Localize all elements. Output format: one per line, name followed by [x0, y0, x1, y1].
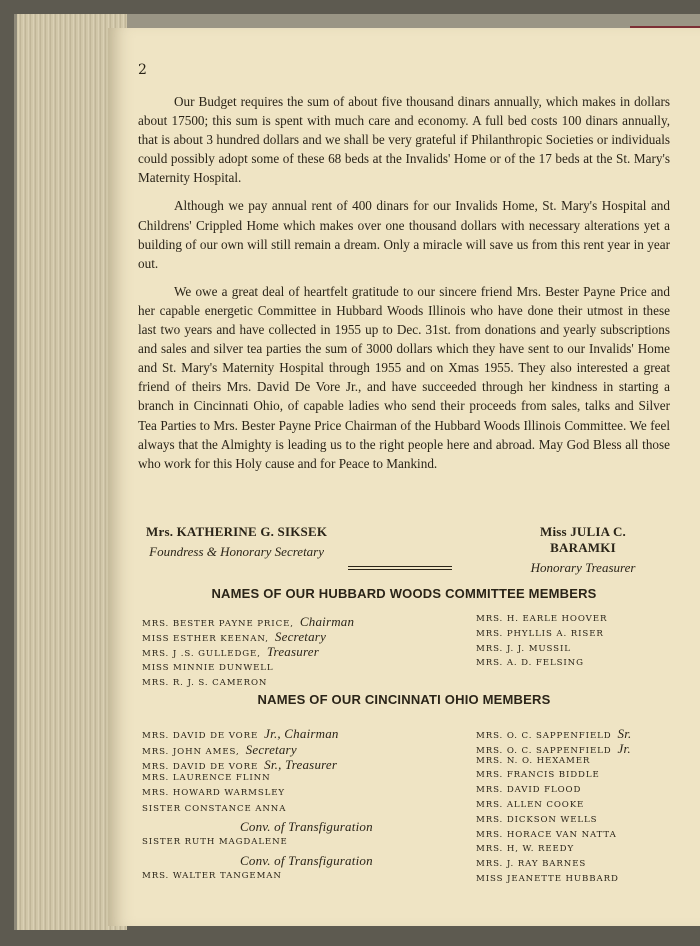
member-row — [476, 844, 632, 859]
member-row: MRS. PHYLLIS A. RISER — [476, 628, 604, 639]
member-name: SISTER CONSTANCE ANNA — [142, 803, 287, 814]
member-name: MRS. BESTER PAYNE PRICE, — [142, 619, 294, 629]
member-name: MRS. FRANCIS BIDDLE — [476, 770, 600, 781]
cincinnati-right-list — [476, 726, 632, 889]
member-affiliation: Conv. of Transfiguration — [240, 819, 373, 834]
member-row — [142, 757, 373, 773]
member-name: MRS. R. J. S. CAMERON — [142, 678, 268, 689]
book-top-edge — [30, 14, 700, 28]
member-row — [142, 614, 354, 629]
member-name: MISS JEANETTE HUBBARD — [476, 873, 619, 884]
signature-title: Honorary Treasurer — [530, 560, 636, 575]
paragraph-rent: Although we pay annual rent of 400 dinars for our Invalids Home, St. Mary's Hospital and Childrens' Crippled Home which makes over one thousand dollars with necessary alterations yet a building of our own will still remain a dream. Only a miracle will save us from this rent year in year out. — [138, 198, 670, 271]
member-name: MISS MINNIE DUNWELL — [142, 663, 274, 674]
member-name: MRS. DICKSON WELLS — [476, 814, 598, 825]
member-row — [476, 815, 632, 830]
member-name: MRS. N. O. HEXAMER — [476, 755, 591, 766]
signature-treasurer — [508, 524, 658, 576]
member-row — [142, 804, 373, 820]
hubbard-heading: NAMES OF OUR HUBBARD WOODS COMMITTEE MEMBERS — [211, 586, 597, 601]
member-row — [476, 800, 632, 815]
member-role: Sr. — [617, 726, 632, 741]
member-row — [476, 785, 632, 800]
member-affiliation: Conv. of Transfiguration — [240, 852, 373, 868]
signature-name: Miss JULIA C. BARAMKI — [539, 524, 627, 555]
member-row — [142, 629, 354, 644]
page-number: 2 — [138, 62, 147, 78]
member-name: MRS. HORACE VAN NATTA — [476, 829, 617, 840]
member-name: MRS. DAVID FLOOD — [476, 785, 582, 796]
signature-title: Foundress & Honorary Secretary — [149, 544, 325, 559]
member-row: MRS. J. J. MUSSIL — [476, 643, 571, 654]
member-row — [476, 756, 632, 771]
member-name: MRS. DAVID DE VORE — [142, 731, 259, 741]
member-row — [142, 871, 373, 887]
body-text — [138, 92, 670, 482]
member-role: Secretary — [245, 741, 297, 757]
member-name: MISS ESTHER KEENAN, — [142, 633, 269, 644]
member-name: MRS. J .S. GULLEDGE, — [142, 648, 261, 659]
hubbard-right-list — [476, 614, 607, 673]
member-name: MRS. DAVID DE VORE — [142, 762, 259, 772]
book-page — [108, 28, 700, 926]
member-row — [142, 644, 354, 659]
paragraph-budget: Our Budget requires the sum of about five thousand dinars annually, which makes in dollars about 17500; this sum is spent with much care and economy. A full bed costs 100 dinars annually, that is about 3 hundred dollars and we shall be very grateful if Philanthropic Societies or individuals could possibly adopt some of these 68 beds at the Invalids' Home or of the 17 beds at the St. Mary's Maternity Hospital. — [138, 94, 670, 186]
paragraph-gratitude: We owe a great deal of heartfelt gratitude to our sincere friend Mrs. Bester Payne Price and her capable energetic Committee in Hubbard Woods Illinois who have done their utmost in these last two years and have collected in 1955 up to Dec. 31st. from donations and yearly subscriptions and sales and silver tea parties the sum of 3000 dollars which they have sent to our Invalids' Home and St. Mary's Maternity Hospital through 1955 and on Xmas 1955. They also interested a great friend of theirs Mrs. David De Vore Jr., and have succeeded through her kindness in starting a branch in Cincinnati Ohio, of capable ladies who send their proceeds from sales, talks and Silver Tea Parties to Mrs. Bester Payne Price Chairman of the Hubbard Woods Illinois Committee. We feel always that the Almighty is leading us to the right people here and abroad. May God Bless all those who work for this Holy cause and for Peace to Mankind. — [138, 283, 670, 471]
member-row — [476, 859, 632, 874]
signature-name: Mrs. KATHERINE G. SIKSEK — [146, 524, 328, 539]
member-name: MRS. J. RAY BARNES — [476, 859, 587, 870]
member-row — [142, 837, 373, 853]
cincinnati-heading: NAMES OF OUR CINCINNATI OHIO MEMBERS — [257, 692, 551, 707]
member-role: Chairman — [299, 614, 355, 629]
member-role: Jr. — [617, 740, 631, 756]
member-row — [476, 770, 632, 785]
member-row — [142, 742, 373, 758]
cincinnati-left-list — [142, 726, 373, 886]
member-row — [142, 773, 373, 789]
member-name: MRS. LAURENCE FLINN — [142, 772, 271, 783]
signature-foundress — [146, 524, 327, 560]
member-name: MRS. O. C. SAPPENFIELD — [476, 731, 612, 741]
member-row — [142, 726, 373, 742]
member-role: Sr., Treasurer — [264, 757, 338, 772]
member-row — [142, 658, 354, 673]
divider-rule — [348, 566, 452, 570]
member-name: MRS. ALLEN COOKE — [476, 799, 585, 810]
hubbard-left-list — [142, 614, 354, 688]
member-name: MRS. O. C. SAPPENFIELD — [476, 745, 612, 756]
member-row — [476, 726, 632, 741]
member-row — [142, 673, 354, 688]
member-name: MRS. JOHN AMES, — [142, 746, 240, 757]
member-row: MRS. H. EARLE HOOVER — [476, 614, 608, 624]
member-role: Jr., Chairman — [264, 726, 339, 741]
member-name: MRS. WALTER TANGEMAN — [142, 870, 282, 881]
member-row — [142, 788, 373, 804]
member-name: SISTER RUTH MAGDALENE — [142, 837, 288, 847]
member-row — [476, 874, 632, 889]
member-name: MRS. HOWARD WARMSLEY — [142, 788, 285, 798]
member-row: MRS. A. D. FELSING — [476, 658, 584, 669]
member-role: Treasurer — [266, 643, 319, 659]
member-row — [476, 830, 632, 845]
member-name: MRS. H, W. REEDY — [476, 844, 575, 855]
member-role: Secretary — [274, 628, 327, 644]
member-row — [476, 741, 632, 756]
